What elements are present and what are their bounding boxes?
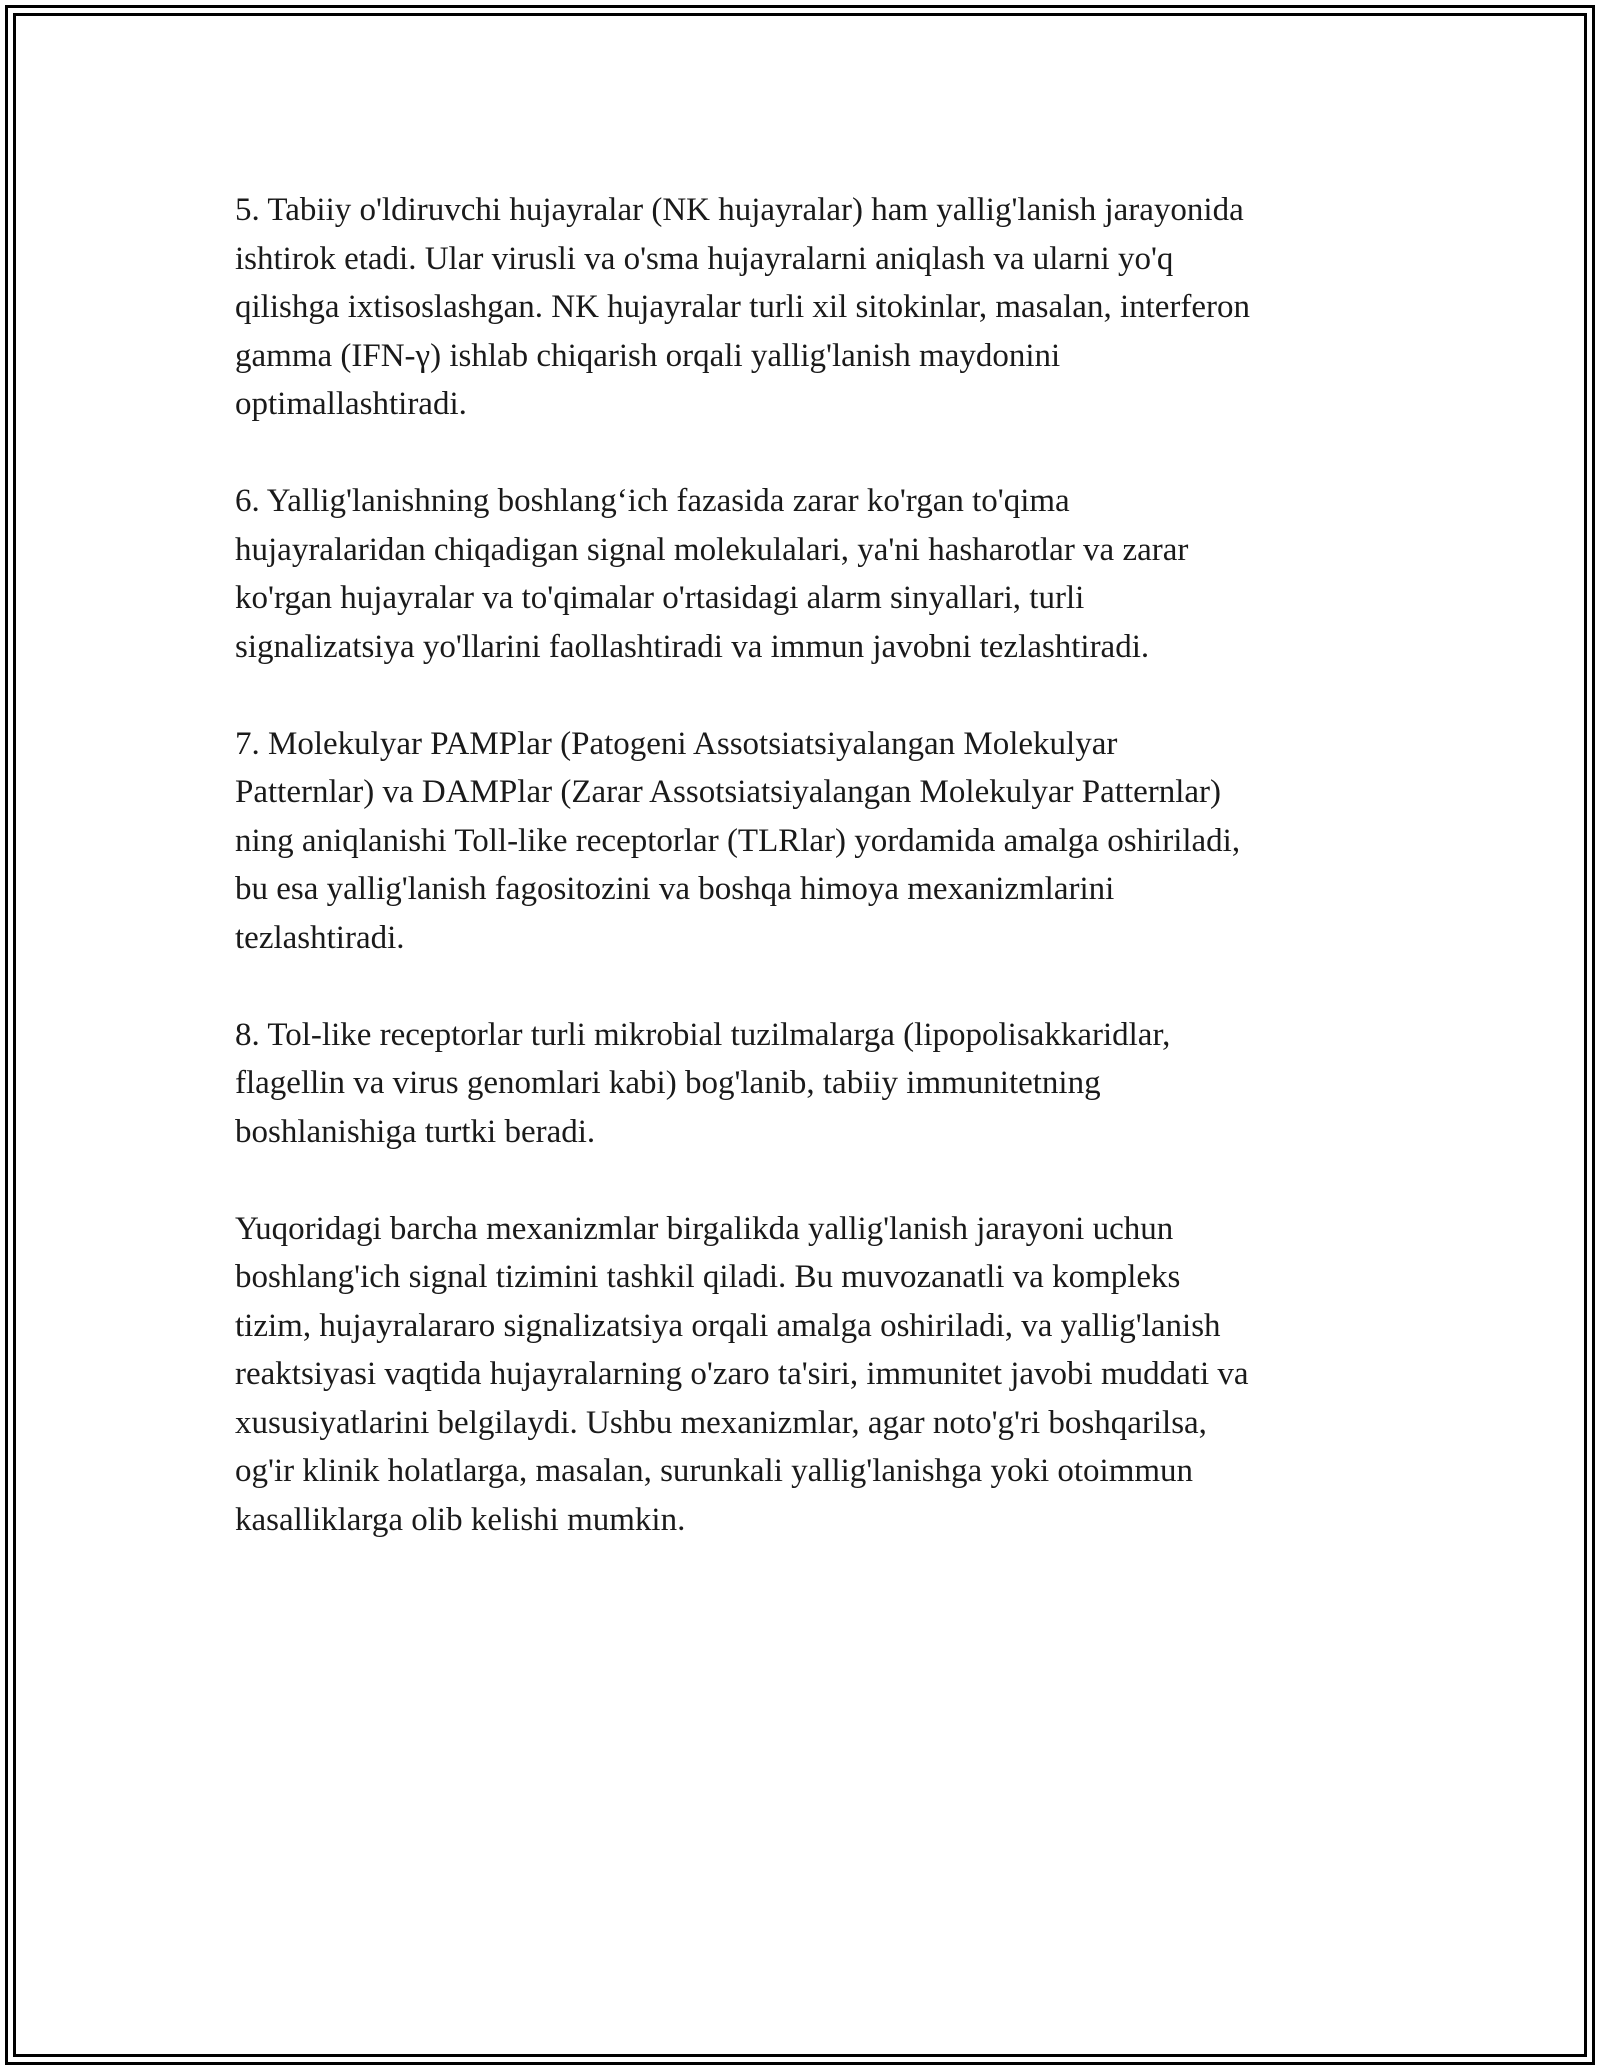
document-body [235, 186, 1385, 1593]
paragraph-conclusion: Yuqoridagi barcha mexanizmlar birgalikda yallig'lanish jarayoni uchun boshlang'ich signal tizimini tashkil qiladi. Bu muvozanatli va kompleks tizim, hujayralararo signalizatsiya orqali amalga oshiriladi, va yallig'lanish reaktsiyasi vaqtida hujayralarning o'zaro ta'siri, immunitet javobi muddati va xususiyatlarini belgilaydi. Ushbu mexanizmlar, agar noto'g'ri boshqarilsa, og'ir klinik holatlarga, masalan, surunkali yallig'lanishga yoki otoimmun kasalliklarga olib kelishi mumkin. [235, 1210, 1249, 1538]
paragraph-initial-phase-signals: 6. Yallig'lanishning boshlang‘ich fazasida zarar ko'rgan to'qima hujayralaridan chiqadigan signal molekulalari, ya'ni hasharotlar va zarar ko'rgan hujayralar va to'qimalar o'rtasidagi alarm sinyallari, turli signalizatsiya yo'llarini faollashtiradi va immun javobni tezlashtiradi. [235, 483, 1189, 665]
paragraph-pamp-damp: 7. Molekulyar PAMPlar (Patogeni Assotsiatsiyalangan Molekulyar Patternlar) va DAMPlar (Zarar Assotsiatsiyalangan Molekulyar Patternlar) ning aniqlanishi Toll-like receptorlar (TLRlar) yordamida amalga oshiriladi, bu esa yallig'lanish fagositozini va boshqa himoya mexanizmlarini tezlashtiradi. [235, 725, 1241, 956]
paragraph-toll-like-receptors: 8. Tol-like receptorlar turli mikrobial tuzilmalarga (lipopolisakkaridlar, flagellin va virus genomlari kabi) bog'lanib, tabiiy immunitetning boshlanishiga turtki beradi. [235, 1016, 1171, 1150]
paragraph-nk-cells: 5. Tabiiy o'ldiruvchi hujayralar (NK hujayralar) ham yallig'lanish jarayonida ishtirok etadi. Ular virusli va o'sma hujayralarni aniqlash va ularni yo'q qilishga ixtisoslashgan. NK hujayralar turli xil sitokinlar, masalan, interferon gamma (IFN-γ) ishlab chiqarish orqali yallig'lanish maydonini optimallashtiradi. [235, 192, 1251, 422]
